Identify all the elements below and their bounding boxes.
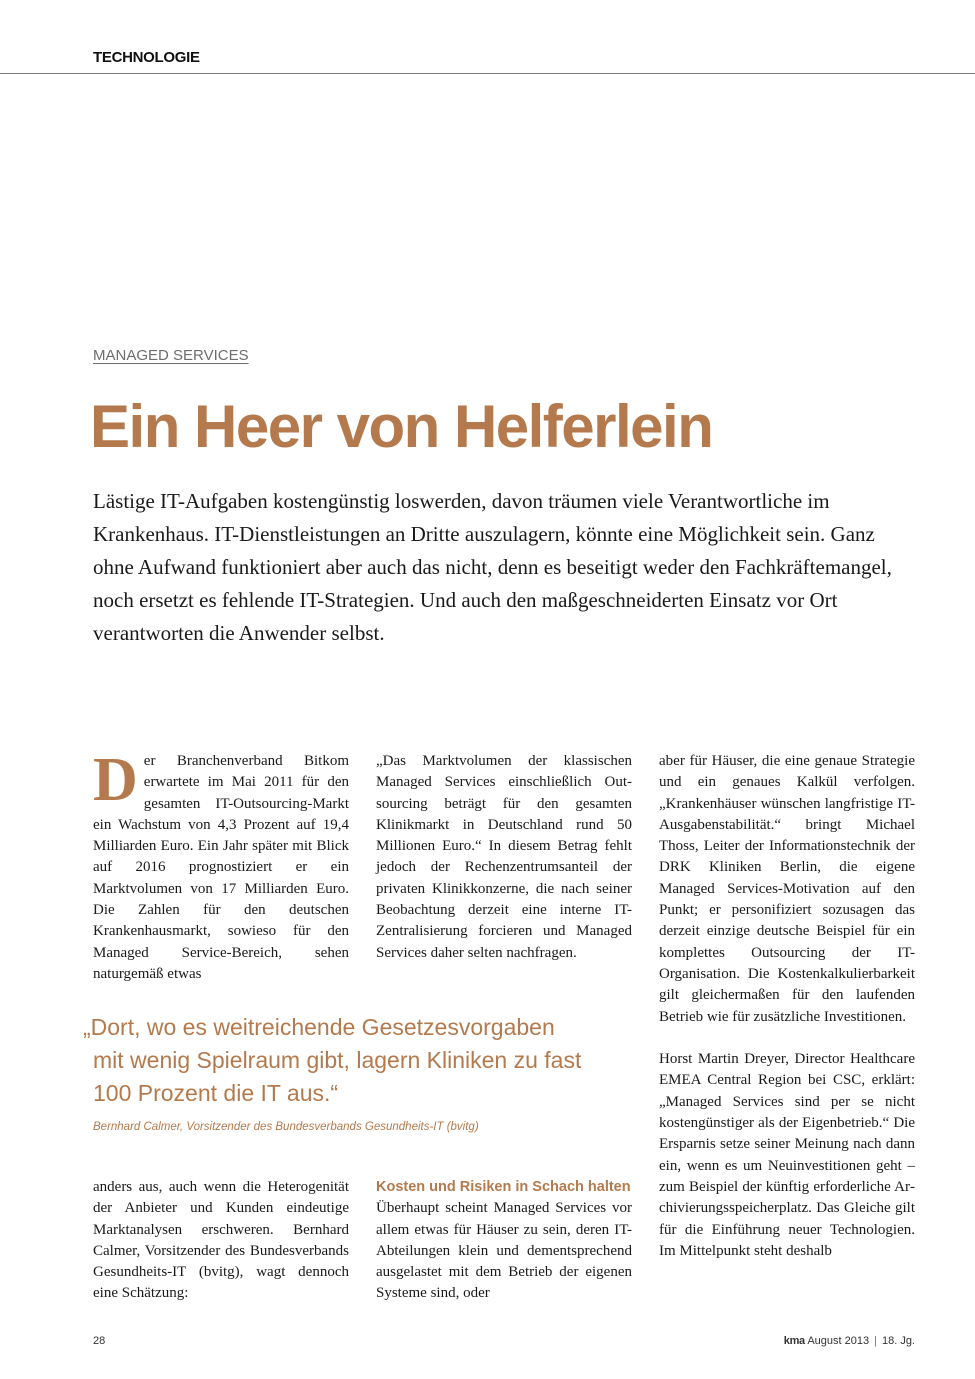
issue-date: August 2013 [807,1335,870,1347]
section-subhead: Kosten und Risiken in Schach halten [376,1179,631,1195]
column-1-top-text: er Branchenverband Bitkom erwartete im Mai 2011 für den gesamten IT-Outsourcing-Markt ein Wachstum von 4,3 Prozent auf 19,4 Milliarden Euro. Ein Jahr später mit Blick auf 2016 prognostiziert er ein Marktvolumen von 17 Milliarden Euro. Die Zahlen für den deutschen Krankenhausmarkt, sowieso für den Managed Service-Bereich, sehen naturgemäß etwas [93,753,349,982]
pull-quote-attribution: Bernhard Calmer, Vorsitzender des Bundesverbands Gesundheits-IT (bvitg) [93,1121,479,1133]
column-2-top-text: „Das Marktvolumen der klassischen Managed Services einschließlich Outsourcing beträgt für den gesamten Klinikmarkt in Deutschland rund 50 Millionen Euro.“ In diesem Betrag fehlt jedoch der Rechenzentrumsanteil der privaten Klinikkonzerne, die nach seiner Beobachtung derzeit eine interne IT-Zentralisierung forcieren und Managed Services daher selten nachfragen. [376,753,632,961]
article-kicker: MANAGED SERVICES [93,347,249,364]
column-3-paragraph-1: aber für Häuser, die eine genaue Strategie und ein genaues Kalkül verfolgen. „Krankenhäuser wünschen langfristige IT-Ausgabenstabilität.“ bringt Michael Thoss, Leiter der Informationstechnik der DRK Kliniken Berlin, die eigene Managed Services-Motivation auf den Punkt; er personifiziert sozusagen das derzeit einzige deutsche Beispiel für ein komplettes Outsourcing der IT-Organisation. Die Kostenkalkulierbarkeit gilt gleichermaßen für den laufenden Betrieb wie für zusätzliche Investitionen. [659,753,915,1025]
volume-number: 18. Jg. [881,1335,915,1347]
page-number: 28 [93,1335,106,1347]
drop-cap: D [93,746,138,814]
header-rule [0,73,975,74]
column-2-bottom-text: Überhaupt scheint Managed Services vor allem etwas für Häuser zu sein, deren IT-Abteilungen klein und dementsprechend ausgelastet mit dem Betrieb der eigenen Systeme sind, oder [376,1200,632,1302]
column-3 [659,751,915,1262]
pull-quote-line-3: 100 Prozent die IT aus.“ [93,1080,339,1106]
footer-masthead [784,1335,915,1347]
column-1-bottom-text: anders aus, auch wenn die Heterogenität der Anbieter und Kunden eindeutige Marktanalysen erschweren. Bernhard Calmer, Vorsitzender des Bundesverbands Gesundheits-IT (bvitg), wagt dennoch eine Schätzung: [93,1179,349,1302]
magazine-brand: kma [783,1335,805,1347]
column-3-paragraph-2: Horst Martin Dreyer, Director Healthcare EMEA Central Region bei CSC, erklärt: „Managed Services sind per se nicht kostengünstiger als der Eigenbetrieb.“ Die Ersparnis setze seiner Meinung nach dann ein, wenn es um Neuinvestitionen geht – zum Beispiel der künftig erforderliche Archivierungsspeicherplatz. Das Gleiche gilt für die Einführung neuer Technologien. Im Mittelpunkt steht deshalb [659,1051,915,1259]
pull-quote-line-1: „Dort, wo es weitreichende Gesetzesvorgaben [83,1014,555,1040]
article-lead: Lästige IT-Aufgaben kostengünstig loswerden, davon träumen viele Verantwortliche im Krankenhaus. IT-Dienstleistungen an Dritte auszulagern, könnte eine Möglichkeit sein. Ganz ohne Aufwand funktioniert aber auch das nicht, denn es beseitigt weder den Fachkräftemangel, noch ersetzt es fehlende IT-Strategien. Und auch den maßgeschneiderten Einsatz vor Ort verantworten die Anwender selbst. [93,489,892,645]
section-label: TECHNOLOGIE [93,49,200,66]
column-1-top [93,746,349,985]
pull-quote-line-2: mit wenig Spielraum gibt, lagern Kliniken zu fast [93,1047,582,1073]
pull-quote [83,1011,643,1110]
footer-separator: | [874,1335,877,1347]
article-title: Ein Heer von Helferlein [90,393,713,460]
column-1-bottom [93,1177,349,1305]
column-2-top [376,751,632,964]
column-2-bottom [376,1177,632,1305]
